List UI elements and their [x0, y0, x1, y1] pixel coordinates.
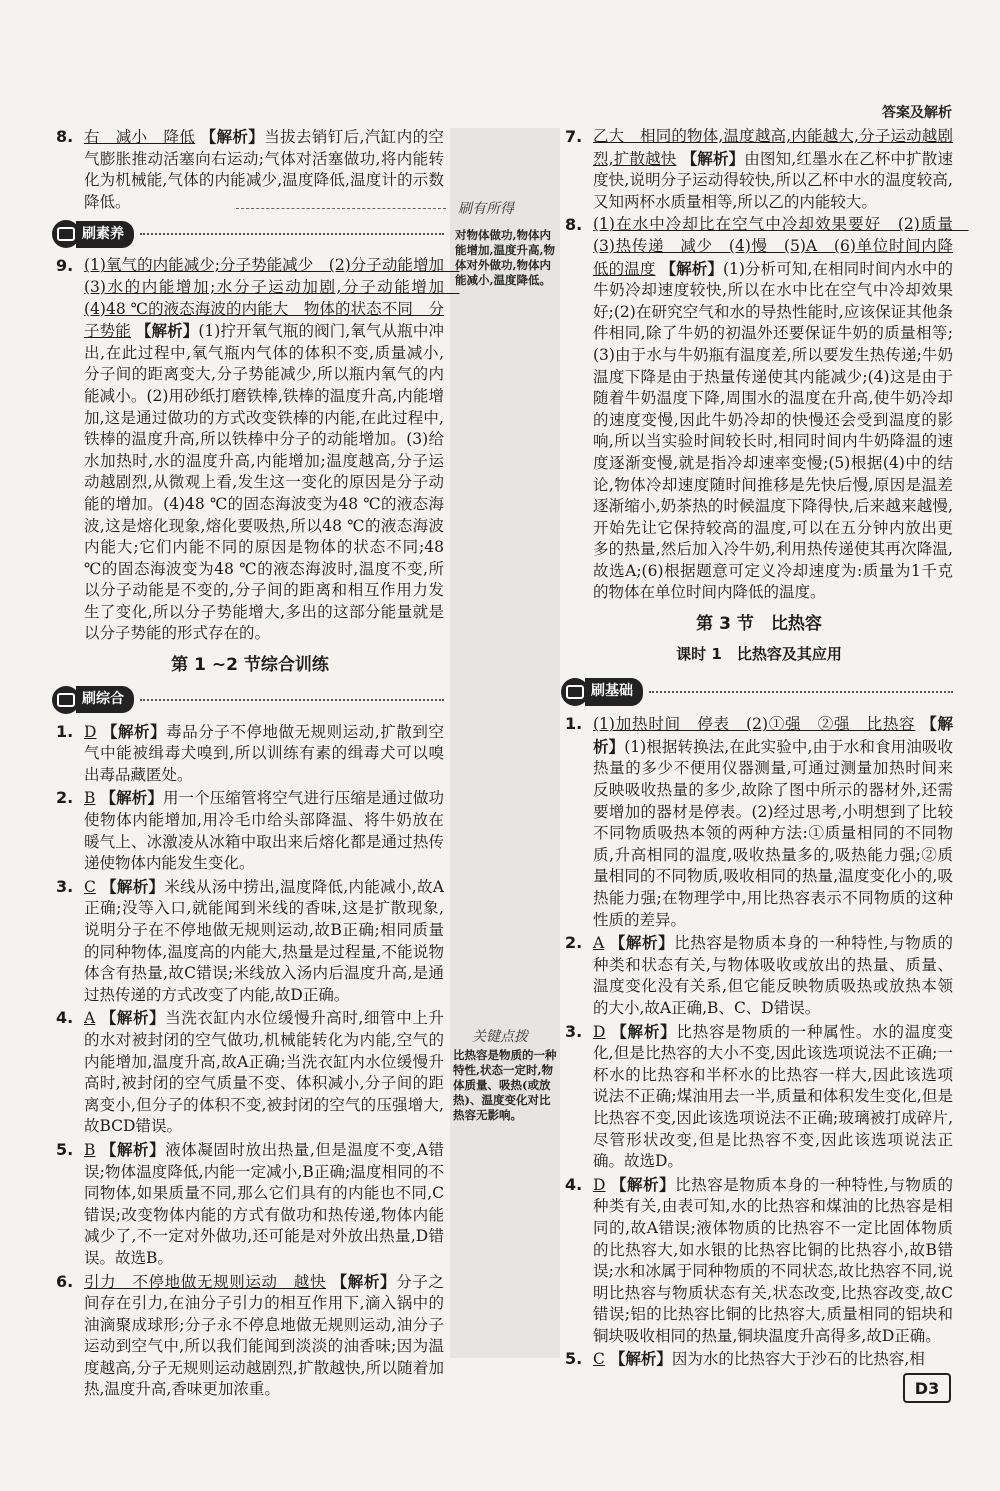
answer-text: (1)在水中冷却比在空气中冷却效果要好 (2)质量 (3)热传递 减少 (4)慢 (5)A (6)单位时间内降低的温度 — [593, 215, 969, 278]
item-number: 2. — [565, 933, 583, 953]
item-number: 2. — [56, 788, 74, 808]
header-label: 答案及解析 — [882, 105, 952, 121]
section-title: 第 1 ~2 节综合训练 — [171, 655, 329, 676]
item-number: 8. — [56, 127, 74, 146]
analysis-text: 米线从汤中捞出,温度降低,内能减小,故A正确;没等入口,就能闻到米线的香味,这是扩散现象,说明分子在不停地做无规则运动,故B正确;相同质量的同种物体,温度高的内能大,热量是过程量,不能说物体含有热量,故C错误;米线放入汤内后温度升高,是通过热传递的方式改变了内能,故D正确。 — [84, 877, 444, 1004]
analysis-text: (1)根据转换法,在此实验中,由于水和食用油吸收热量的多少不便用仪器测量,可通过测量加热时间来反映吸收热量的多少,故除了图中所示的器材外,还需要增加的器材是停表。(2)经过思考,小明想到了比较不同物质吸热本领的两种方法:①质量相同的不同物质,升高相同的温度,吸收热量多的,吸热能力强;②质量相同的不同物质,吸收相同的热量,温度变化小的,吸热能力强;在物理学中,用比热容表示不同物质的这种性质的差异。 — [593, 737, 953, 929]
item-number: 8. — [565, 215, 583, 235]
note2-heading: 关键点拨 — [472, 1029, 528, 1045]
badge-label: 刷综合 — [76, 686, 134, 714]
item-number: 1. — [565, 714, 583, 734]
answer-item — [565, 713, 953, 931]
left-column — [56, 126, 460, 1402]
answer-text: 右 减小 降低 — [84, 128, 196, 146]
analysis-tag: 【解析】 — [200, 127, 265, 146]
analysis-text: 比热容是物质本身的一种特性,与物质的种类和状态有关,与物体吸收或放出的热量、质量、温度变化没有关系,但它能反映物质吸热或放热本领的大小,故A正确,B、C、D错误。 — [593, 934, 953, 1017]
analysis-text: 当拔去销钉后,汽缸内的空气膨胀推动活塞向右运动;气体对活塞做功,将内能转化为机械能,气体的内能减少,温度降低,温度计的示数降低。 — [84, 128, 444, 211]
analysis-text: (1)分析可知,在相同时间内水中的牛奶冷却速度较快,所以在水中比在空气中冷却效果好;(2)在研究空气和水的导热性能时,应该保证其他条件相同,除了牛奶的初温外还要保证牛奶的质量相等;(3)由于水与牛奶瓶有温度差,所以要发生热传递;牛奶温度下降是由于热量传递使其内能减少;(4)这是由于随着牛奶温度下降,周围水的温度在升高,使牛奶冷却的速度变慢,因此牛奶冷却的快慢还会受到温度的影响,所以当实验时间较长时,相同时间内牛奶降温的速度逐渐变慢,就是指冷却速率变慢;(5)根据(4)中的结论,物体冷却速度随时间推移是先快后慢,原因是温差逐渐缩小,奶茶热的时候温度下降得快,后来越来越慢,开始先让它保持较高的温度,可以在五分钟内放出更多的热量,然后加入冷牛奶,利用热传递使其再次降温,故选A;(6)根据题意可定义冷却速度为:质量为1千克的物体在单位时间内降低的温度。 — [593, 259, 953, 602]
analysis-tag: 【解析】 — [135, 321, 199, 341]
note2-body: 比热容是物质的一种特性,状态一定时,物体质量、吸热(或放热)、温度变化对比热容无影响。 — [453, 1048, 557, 1122]
badge-label: 刷基础 — [585, 678, 643, 706]
analysis-text: 液体凝固时放出热量,但是温度不变,A错误;物体温度降低,内能一定减小,B正确;温度相同的不同物体,如果质量不同,那么它们具有的内能也不同,C错误;改变物体内能的方式有做功和热传递,物体内能减少了,不一定对外做功,还可能是对外放出热量,D错误。故选B。 — [84, 1140, 444, 1267]
item-number: 9. — [56, 256, 74, 276]
analysis-text: 因为水的比热容大于沙石的比热容,相 — [671, 1350, 925, 1369]
analysis-tag: 【解析】 — [610, 1174, 676, 1194]
answer-text: C — [593, 1350, 605, 1369]
item-number: 6. — [56, 1271, 74, 1291]
analysis-tag: 【解析】 — [611, 1021, 677, 1041]
answer-item — [565, 1348, 953, 1371]
answer-text: D — [593, 1022, 606, 1041]
answer-text: B — [84, 1140, 96, 1159]
answer-item — [56, 1271, 444, 1402]
answer-item — [565, 1021, 953, 1173]
answer-text: D — [84, 722, 97, 741]
note1-heading: 刷有所得 — [458, 201, 514, 217]
analysis-tag: 【解析】 — [101, 876, 165, 896]
analysis-text: 分子之间存在引力,在油分子引力的相互作用下,滴入锅中的油滴聚成球形;分子永不停息地做无规则运动,油分子运动到空气中,所以我们能闻到淡淡的油香味;因为温度越高,分子无规则运动越剧烈,扩散越快,所以随着加热,温度升高,香味更加浓重。 — [84, 1272, 444, 1399]
analysis-tag: 【解析】 — [593, 714, 953, 756]
analysis-tag: 【解析】 — [100, 788, 163, 808]
analysis-text: 比热容是物质本身的一种特性,与物质的种类有关,由表可知,水的比热容和煤油的比热容是相同的,故A错误;液体物质的比热容不一定比固体物质的比热容大,如水银的比热容比铜的比热容小,故B错误;水和冰属于同种物质的不同状态,故比热容不同,说明比热容与物质状态有关,状态改变,比热容改变,故C错误;铝的比热容比铜的比热容大,质量相同的铝块和铜块吸收相同的热量,铜块温度升高得多,故D正确。 — [593, 1175, 953, 1345]
answer-text: A — [593, 934, 605, 953]
analysis-tag: 【解析】 — [331, 1271, 397, 1291]
item-number: 5. — [565, 1349, 583, 1369]
answer-item — [56, 1139, 444, 1270]
analysis-text: 用一个压缩管将空气进行压缩是通过做功使物体内能增加,用冷毛巾给头部降温、将牛奶放在暖气上、冰激凌从冰箱中取出来后熔化都是通过热传递使物体内能发生变化。 — [84, 789, 444, 873]
right-column — [565, 126, 969, 1372]
answer-item — [565, 214, 969, 604]
analysis-tag: 【解析】 — [101, 721, 167, 741]
answer-item — [565, 932, 953, 1019]
answer-text: 乙大 相同的物体,温度越高,内能越大,分子运动越剧烈,扩散越快 — [593, 127, 953, 168]
analysis-tag: 【解析】 — [681, 148, 745, 168]
item-number: 4. — [56, 1008, 74, 1028]
section-badge-basic — [561, 677, 953, 707]
answer-item — [56, 787, 444, 874]
subsection-title: 课时 1 比热容及其应用 — [676, 644, 842, 663]
answer-item — [565, 126, 953, 213]
section-badge-comprehensive — [52, 685, 444, 715]
answer-text: C — [84, 877, 96, 896]
answer-item — [56, 721, 444, 787]
item-number: 7. — [565, 127, 583, 146]
margin-notes-strip — [450, 128, 560, 1358]
item-number: 3. — [565, 1021, 583, 1041]
analysis-tag: 【解析】 — [100, 1139, 166, 1159]
item-number: 5. — [56, 1139, 74, 1159]
analysis-tag: 【解析】 — [660, 258, 723, 278]
answer-item — [565, 1174, 953, 1348]
answer-text: A — [84, 1009, 96, 1028]
analysis-text: 由图知,红墨水在乙杯中扩散速度快,说明分子运动得较快,所以乙杯中水的温度较高,又知两杯水质量相等,所以乙的内能较大。 — [593, 149, 953, 211]
answer-item — [56, 1007, 444, 1138]
answer-item — [56, 876, 444, 1007]
answer-text: (1)加热时间 停表 (2)①强 ②强 比热容 — [593, 715, 916, 734]
answer-text: D — [593, 1175, 606, 1194]
page-number: D3 — [903, 1373, 951, 1403]
section-title: 第 3 节 比热容 — [696, 614, 822, 635]
analysis-text: 比热容是物质的一种属性。水的温度变化,但是比热容的大小不变,因此该选项说法不正确;一杯水的比热容和半杯水的比热容一样大,因此该选项说法不正确;煤油用去一半,质量和体积发生变化,但是比热容不变,因此该选项说法不正确;玻璃被打成碎片,尽管形状改变,但是比热容不变,因此该选项说法正确。故选D。 — [593, 1022, 953, 1171]
analysis-text: 当洗衣缸内水位缓慢升高时,细管中上升的水对被封闭的空气做功,机械能转化为内能,空气的内能增加,温度升高,故A正确;当洗衣缸内水位缓慢升高时,被封闭的空气质量不变、体积减小,分子间的距离变小,但分子的体积不变,被封闭的空气的压强增大,故BCD错误。 — [84, 1009, 444, 1136]
answer-text: (1)氧气的内能减少;分子势能减少 (2)分子动能增加 (3)水的内能增加;水分子运动加剧,分子动能增加 (4)48 ℃的液态海波的内能大 物体的状态不同 分子势能 — [84, 256, 460, 341]
analysis-text: 毒品分子不停地做无规则运动,扩散到空气中能被缉毒犬嗅到,所以训练有素的缉毒犬可以嗅出毒品藏匿处。 — [84, 722, 444, 784]
section-badge-literacy — [52, 219, 444, 249]
analysis-tag: 【解析】 — [609, 933, 675, 953]
item-number: 3. — [56, 876, 74, 896]
note1-body: 对物体做功,物体内能增加,温度升高,物体对外做功,物体内能减小,温度降低。 — [455, 228, 556, 287]
badge-label: 刷素养 — [76, 221, 134, 249]
answer-text: B — [84, 789, 96, 808]
analysis-tag: 【解析】 — [100, 1008, 166, 1028]
item-number: 1. — [56, 721, 74, 741]
answer-item — [56, 255, 460, 645]
item-number: 4. — [565, 1174, 583, 1194]
answer-text: 引力 不停地做无规则运动 越快 — [84, 1272, 327, 1291]
analysis-tag: 【解析】 — [609, 1349, 672, 1369]
analysis-text: (1)拧开氧气瓶的阀门,氧气从瓶中冲出,在此过程中,氧气瓶内气体的体积不变,质量减小,分子间的距离变大,分子势能减少,所以瓶内氧气的内能减小。(2)用砂纸打磨铁棒,铁棒的温度升高,内能增加,这是通过做功的方式改变铁棒的内能,在此过程中,铁棒的温度升高,所以铁棒中分子的动能增加。(3)给水加热时,水的温度升高,内能增加;温度越高,分子运动越剧烈,从微观上看,发生这一变化的原因是分子动能的增加。(4)48 ℃的固态海波变为48 ℃的液态海波,这是熔化现象,熔化要吸热,所以48 ℃的液态海波内能大;它们内能不同的原因是物体的状态不同;48 ℃的固态海波变为48 ℃的液态海波时,温度不变,所以分子动能是不变的,分子间的距离和相互作用力发生了变化,所以分子势能增大,多出的这部分能量就是以分子势能的形式存在的。 — [84, 322, 444, 643]
answer-item — [56, 126, 444, 213]
